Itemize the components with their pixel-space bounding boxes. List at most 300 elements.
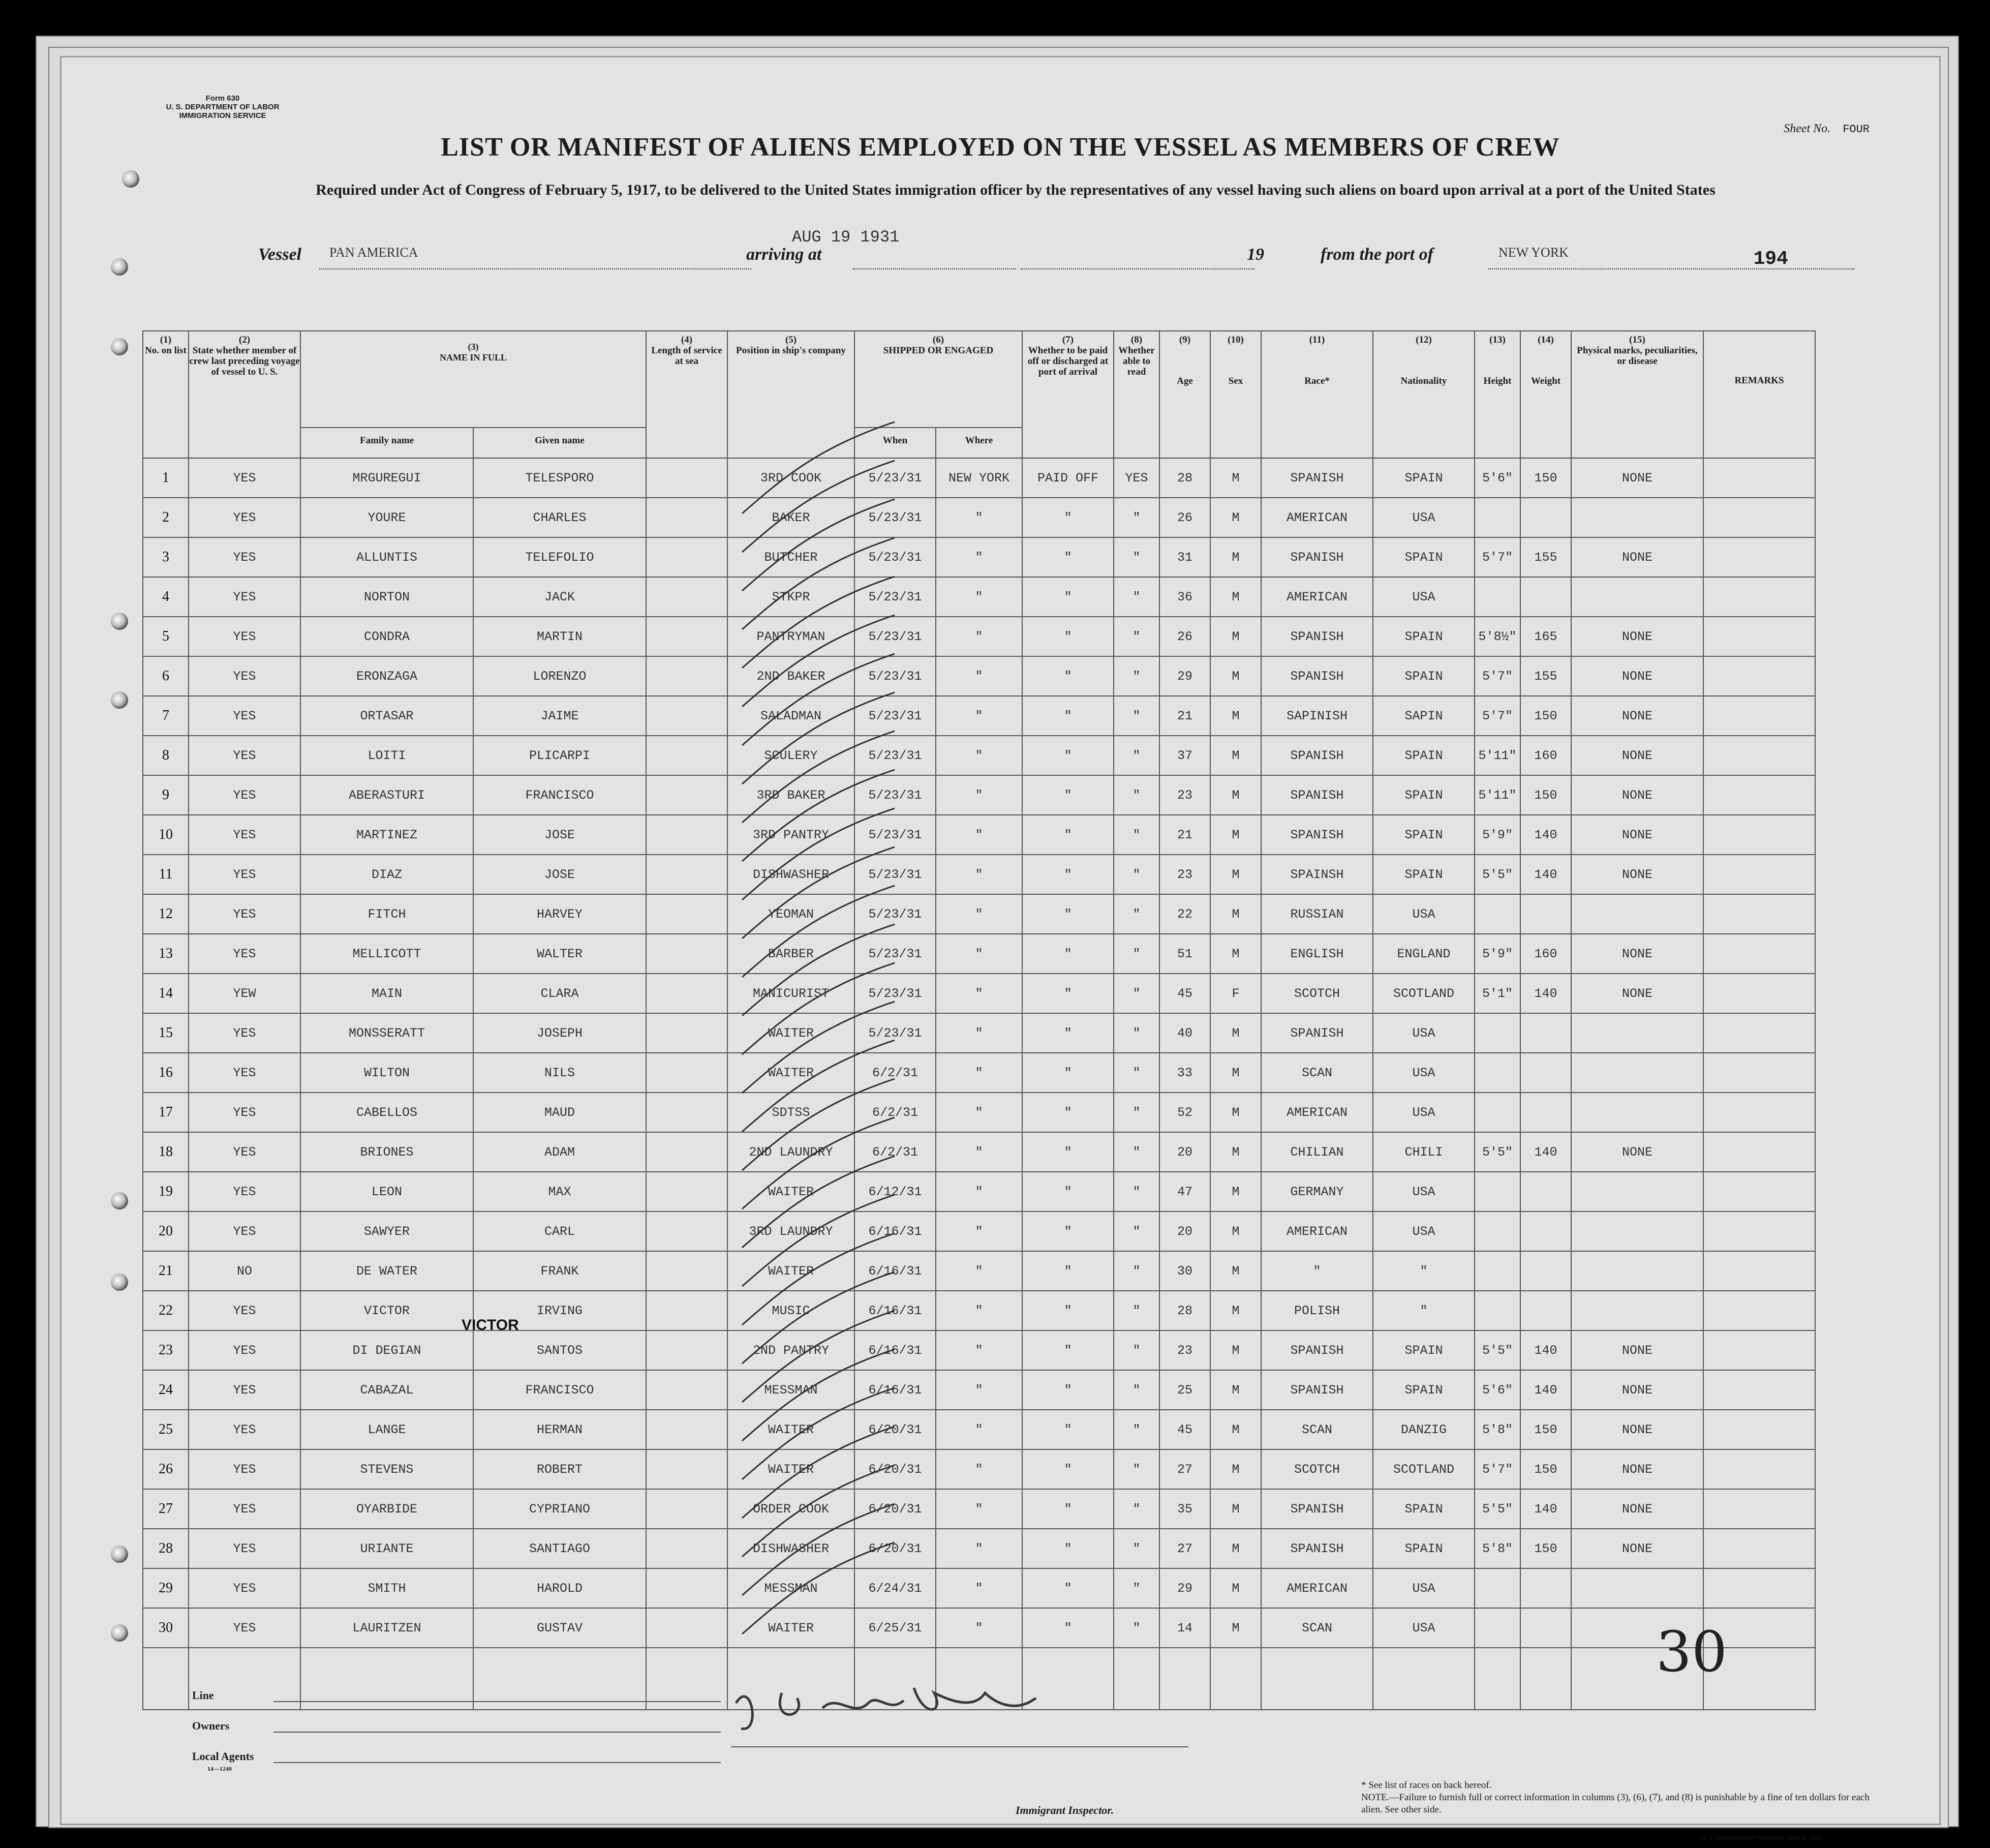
penalty-note: NOTE.—Failure to furnish full or correct information in columns (3), (6), (7), and (8) is punishable by a fine of ten dollars for each alien. See other side. [1361, 1792, 1870, 1815]
cell-family-name: OYARBIDE [300, 1489, 473, 1529]
cell-shipped-where: " [936, 1211, 1022, 1251]
date-stamp: AUG 19 1931 [792, 228, 900, 247]
cell-weight: 140 [1520, 1132, 1571, 1172]
cell-height [1475, 1053, 1520, 1093]
cell-shipped-when: 6/2/31 [854, 1093, 936, 1132]
service: IMMIGRATION SERVICE [179, 111, 266, 120]
cell-blank [1475, 1648, 1520, 1710]
cell-length-of-service [646, 1608, 727, 1648]
cell-sex: F [1210, 974, 1261, 1013]
page-subtitle: Required under Act of Congress of February 5, 1917, to be delivered to the United States immigration officer by the representatives of any vessel having such aliens on board upon arrival at a port of the United States [316, 181, 1716, 198]
cell-able-to-read: " [1114, 894, 1159, 934]
cell-weight: 160 [1520, 934, 1571, 974]
cell-given-name: HAROLD [473, 1568, 646, 1608]
cell-physical-marks: NONE [1571, 815, 1703, 855]
cell-height: 5'5" [1475, 1132, 1520, 1172]
table-row [143, 1608, 1815, 1648]
cell-able-to-read: " [1114, 1251, 1159, 1291]
cell-given-name: HARVEY [473, 894, 646, 934]
col-header-given: Given name [473, 428, 646, 458]
cell-remarks [1703, 1529, 1815, 1568]
cell-nationality: SPAIN [1373, 775, 1475, 815]
cell-position: STKPR [727, 577, 854, 617]
cell-given-name: GUSTAV [473, 1608, 646, 1648]
cell-no: 13 [143, 934, 189, 974]
cell-paid-off: " [1022, 1132, 1114, 1172]
cell-given-name: FRANK [473, 1251, 646, 1291]
cell-shipped-when: 5/23/31 [854, 498, 936, 537]
cell-given-name: MARTIN [473, 617, 646, 656]
cell-sex: M [1210, 1410, 1261, 1449]
cell-weight: 140 [1520, 974, 1571, 1013]
cell-length-of-service [646, 1251, 727, 1291]
cell-remarks [1703, 537, 1815, 577]
cell-paid-off: " [1022, 974, 1114, 1013]
cell-physical-marks: NONE [1571, 974, 1703, 1013]
cell-race: AMERICAN [1261, 498, 1373, 537]
cell-sex: M [1210, 1568, 1261, 1608]
cell-age: 36 [1159, 577, 1210, 617]
cell-family-name: BRIONES [300, 1132, 473, 1172]
cell-length-of-service [646, 736, 727, 775]
cell-able-to-read: " [1114, 1291, 1159, 1330]
cell-race: AMERICAN [1261, 1568, 1373, 1608]
cell-sex: M [1210, 617, 1261, 656]
cell-height [1475, 577, 1520, 617]
cell-position: 2ND LAUNDRY [727, 1132, 854, 1172]
cell-family-name: MONSSERATT [300, 1013, 473, 1053]
cell-race: SPANISH [1261, 1529, 1373, 1568]
vessel-line [258, 245, 1885, 276]
cell-remarks [1703, 577, 1815, 617]
cell-age: 22 [1159, 894, 1210, 934]
cell-remarks [1703, 934, 1815, 974]
cell-family-name: CONDRA [300, 617, 473, 656]
cell-age: 31 [1159, 537, 1210, 577]
cell-member: YES [189, 577, 300, 617]
cell-shipped-when: 5/23/31 [854, 815, 936, 855]
cell-height: 5'9" [1475, 815, 1520, 855]
cell-sex: M [1210, 537, 1261, 577]
inspector-label: Immigrant Inspector. [1016, 1804, 1114, 1816]
col-header-length: (4) Length of service at sea [646, 331, 727, 458]
cell-remarks [1703, 815, 1815, 855]
cell-shipped-when: 5/23/31 [854, 617, 936, 656]
cell-nationality: USA [1373, 1211, 1475, 1251]
table-row [143, 1132, 1815, 1172]
cell-nationality: SPAIN [1373, 537, 1475, 577]
cell-remarks [1703, 855, 1815, 894]
col-header-read: (8) Whether able to read [1114, 331, 1159, 458]
cell-family-name: WILTON [300, 1053, 473, 1093]
binder-hole [111, 258, 128, 276]
cell-shipped-where: " [936, 1568, 1022, 1608]
cell-length-of-service [646, 855, 727, 894]
cell-weight [1520, 1093, 1571, 1132]
cell-shipped-where: " [936, 974, 1022, 1013]
cell-family-name: MELLICOTT [300, 934, 473, 974]
cell-given-name: TELESPORO [473, 458, 646, 498]
cell-blank [1210, 1648, 1261, 1710]
cell-height [1475, 1093, 1520, 1132]
cell-remarks [1703, 1251, 1815, 1291]
cell-length-of-service [646, 577, 727, 617]
cell-height [1475, 1568, 1520, 1608]
cell-sex: M [1210, 1370, 1261, 1410]
table-row [143, 1291, 1815, 1330]
cell-position: DISHWASHER [727, 1529, 854, 1568]
cell-height: 5'7" [1475, 1449, 1520, 1489]
cell-age: 27 [1159, 1449, 1210, 1489]
cell-physical-marks [1571, 894, 1703, 934]
cell-paid-off: " [1022, 815, 1114, 855]
cell-height [1475, 498, 1520, 537]
cell-able-to-read: " [1114, 537, 1159, 577]
col-header-nationality: (12) Nationality [1373, 331, 1475, 458]
cell-family-name: LANGE [300, 1410, 473, 1449]
cell-nationality: USA [1373, 1013, 1475, 1053]
cell-shipped-where: " [936, 617, 1022, 656]
binder-hole [111, 1274, 128, 1291]
cell-length-of-service [646, 1370, 727, 1410]
cell-weight: 150 [1520, 775, 1571, 815]
cell-physical-marks: NONE [1571, 458, 1703, 498]
cell-remarks [1703, 1013, 1815, 1053]
cell-able-to-read: " [1114, 775, 1159, 815]
cell-physical-marks: NONE [1571, 537, 1703, 577]
cell-remarks [1703, 498, 1815, 537]
cell-member: YES [189, 617, 300, 656]
cell-no: 1 [143, 458, 189, 498]
cell-physical-marks: NONE [1571, 855, 1703, 894]
cell-paid-off: " [1022, 1291, 1114, 1330]
cell-race: SPANISH [1261, 815, 1373, 855]
cell-able-to-read: " [1114, 617, 1159, 656]
cell-sex: M [1210, 1291, 1261, 1330]
cell-remarks [1703, 1172, 1815, 1211]
cell-member: YES [189, 696, 300, 736]
cell-age: 20 [1159, 1132, 1210, 1172]
form-number: Form 630 [205, 94, 240, 103]
cell-shipped-when: 6/20/31 [854, 1410, 936, 1449]
cell-position: BAKER [727, 498, 854, 537]
cell-physical-marks [1571, 577, 1703, 617]
cell-given-name: CHARLES [473, 498, 646, 537]
cell-family-name: DE WATER [300, 1251, 473, 1291]
table-row [143, 815, 1815, 855]
agents-label: Local Agents [192, 1750, 254, 1763]
cell-no: 12 [143, 894, 189, 934]
cell-family-name: STEVENS [300, 1449, 473, 1489]
cell-given-name: LORENZO [473, 656, 646, 696]
cell-nationality: " [1373, 1251, 1475, 1291]
cell-remarks [1703, 1410, 1815, 1449]
cell-length-of-service [646, 1172, 727, 1211]
cell-no: 11 [143, 855, 189, 894]
cell-no: 21 [143, 1251, 189, 1291]
cell-member: YES [189, 1529, 300, 1568]
cell-sex: M [1210, 498, 1261, 537]
cell-length-of-service [646, 1132, 727, 1172]
cell-given-name: CYPRIANO [473, 1489, 646, 1529]
cell-weight: 140 [1520, 1489, 1571, 1529]
cell-sex: M [1210, 1330, 1261, 1370]
cell-family-name: SMITH [300, 1568, 473, 1608]
cell-able-to-read: " [1114, 1449, 1159, 1489]
col-header-position: (5) Position in ship's company [727, 331, 854, 458]
cell-physical-marks [1571, 1251, 1703, 1291]
cell-paid-off: " [1022, 1251, 1114, 1291]
cell-shipped-when: 6/24/31 [854, 1568, 936, 1608]
table-row [143, 1251, 1815, 1291]
cell-remarks [1703, 1489, 1815, 1529]
cell-no: 4 [143, 577, 189, 617]
cell-position: SDTSS [727, 1093, 854, 1132]
cell-able-to-read: " [1114, 1608, 1159, 1648]
col-header-name: (3) NAME IN FULL [300, 331, 646, 428]
cell-position: SALADMAN [727, 696, 854, 736]
cell-position: MUSIC [727, 1291, 854, 1330]
cell-shipped-where: " [936, 1410, 1022, 1449]
cell-shipped-when: 5/23/31 [854, 656, 936, 696]
cell-shipped-when: 6/16/31 [854, 1211, 936, 1251]
cell-shipped-where: " [936, 775, 1022, 815]
cell-no: 19 [143, 1172, 189, 1211]
cell-member: YES [189, 775, 300, 815]
cell-physical-marks [1571, 1568, 1703, 1608]
cell-able-to-read: " [1114, 855, 1159, 894]
cell-position: WAITER [727, 1608, 854, 1648]
cell-blank [646, 1648, 727, 1710]
department: U. S. DEPARTMENT OF LABOR [166, 103, 280, 111]
cell-shipped-where: " [936, 577, 1022, 617]
cell-weight: 150 [1520, 1449, 1571, 1489]
cell-race: SPANISH [1261, 1489, 1373, 1529]
cell-shipped-where: " [936, 815, 1022, 855]
cell-height: 5'7" [1475, 537, 1520, 577]
cell-sex: M [1210, 815, 1261, 855]
cell-sex: M [1210, 775, 1261, 815]
table-row [143, 775, 1815, 815]
cell-height: 5'6" [1475, 458, 1520, 498]
cell-race: SPANISH [1261, 736, 1373, 775]
cell-remarks [1703, 1291, 1815, 1330]
cell-length-of-service [646, 617, 727, 656]
cell-nationality: SAPIN [1373, 696, 1475, 736]
cell-given-name: MAX [473, 1172, 646, 1211]
cell-position: MANICURIST [727, 974, 854, 1013]
cell-family-name: MAIN [300, 974, 473, 1013]
cell-race: SPANISH [1261, 1013, 1373, 1053]
cell-shipped-when: 5/23/31 [854, 894, 936, 934]
cell-sex: M [1210, 1449, 1261, 1489]
cell-member: YES [189, 815, 300, 855]
cell-physical-marks: NONE [1571, 736, 1703, 775]
cell-race: AMERICAN [1261, 1211, 1373, 1251]
cell-no: 25 [143, 1410, 189, 1449]
cell-weight: 165 [1520, 617, 1571, 656]
line-label: Line [192, 1689, 214, 1702]
cell-weight [1520, 577, 1571, 617]
cell-position: 2ND BAKER [727, 656, 854, 696]
form-identifier [157, 94, 289, 120]
cell-shipped-where: " [936, 1370, 1022, 1410]
cell-family-name: NORTON [300, 577, 473, 617]
cell-member: YES [189, 498, 300, 537]
binder-hole [111, 691, 128, 709]
cell-age: 23 [1159, 855, 1210, 894]
cell-physical-marks: NONE [1571, 1330, 1703, 1370]
cell-no: 16 [143, 1053, 189, 1093]
cell-age: 26 [1159, 498, 1210, 537]
cell-paid-off: " [1022, 1211, 1114, 1251]
cell-nationality: SPAIN [1373, 1529, 1475, 1568]
cell-member: YES [189, 1132, 300, 1172]
cell-able-to-read: " [1114, 1172, 1159, 1211]
inspector-line [731, 1746, 1188, 1747]
cell-paid-off: " [1022, 537, 1114, 577]
cell-family-name: DIAZ [300, 855, 473, 894]
table-row [143, 458, 1815, 498]
cell-able-to-read: " [1114, 1330, 1159, 1370]
cell-position: WAITER [727, 1251, 854, 1291]
cell-shipped-where: " [936, 736, 1022, 775]
cell-length-of-service [646, 775, 727, 815]
cell-paid-off: " [1022, 656, 1114, 696]
cell-weight: 150 [1520, 458, 1571, 498]
cell-shipped-when: 5/23/31 [854, 974, 936, 1013]
cell-paid-off: " [1022, 1489, 1114, 1529]
cell-family-name: ABERASTURI [300, 775, 473, 815]
cell-nationality: SCOTLAND [1373, 974, 1475, 1013]
cell-weight: 155 [1520, 656, 1571, 696]
cell-remarks [1703, 458, 1815, 498]
col-header-when: When [854, 428, 936, 458]
cell-weight [1520, 498, 1571, 537]
cell-family-name: MARTINEZ [300, 815, 473, 855]
cell-position: BARBER [727, 934, 854, 974]
cell-length-of-service [646, 458, 727, 498]
cell-length-of-service [646, 1449, 727, 1489]
cell-member: YES [189, 1093, 300, 1132]
cell-length-of-service [646, 696, 727, 736]
cell-height [1475, 1608, 1520, 1648]
cell-shipped-when: 6/25/31 [854, 1608, 936, 1648]
cell-shipped-where: " [936, 855, 1022, 894]
cell-no: 5 [143, 617, 189, 656]
table-row [143, 934, 1815, 974]
cell-family-name: LAURITZEN [300, 1608, 473, 1648]
cell-paid-off: " [1022, 1529, 1114, 1568]
owners-field [273, 1732, 721, 1733]
cell-nationality: DANZIG [1373, 1410, 1475, 1449]
col-header-paid: (7) Whether to be paid off or discharged at port of arrival [1022, 331, 1114, 458]
cell-position: MESSMAN [727, 1370, 854, 1410]
cell-shipped-where: NEW YORK [936, 458, 1022, 498]
inspector-signature [721, 1673, 1077, 1744]
cell-length-of-service [646, 974, 727, 1013]
cell-position: BUTCHER [727, 537, 854, 577]
cell-height [1475, 894, 1520, 934]
cell-no: 27 [143, 1489, 189, 1529]
cell-age: 29 [1159, 1568, 1210, 1608]
cell-paid-off: " [1022, 894, 1114, 934]
cell-nationality: SPAIN [1373, 1370, 1475, 1410]
cell-length-of-service [646, 1410, 727, 1449]
cell-nationality: SPAIN [1373, 1330, 1475, 1370]
cell-blank [473, 1648, 646, 1710]
cell-able-to-read: " [1114, 736, 1159, 775]
page-number: 194 [1753, 248, 1788, 270]
cell-weight: 160 [1520, 736, 1571, 775]
cell-member: YES [189, 1489, 300, 1529]
cell-nationality: USA [1373, 894, 1475, 934]
cell-sex: M [1210, 696, 1261, 736]
cell-paid-off: " [1022, 1330, 1114, 1370]
cell-physical-marks: NONE [1571, 656, 1703, 696]
cell-length-of-service [646, 934, 727, 974]
table-row [143, 1370, 1815, 1410]
cell-position: DISHWASHER [727, 855, 854, 894]
cell-physical-marks [1571, 1291, 1703, 1330]
cell-no: 18 [143, 1132, 189, 1172]
cell-member: YES [189, 1449, 300, 1489]
table-row [143, 855, 1815, 894]
cell-member: YES [189, 1211, 300, 1251]
cell-physical-marks [1571, 1053, 1703, 1093]
cell-sex: M [1210, 1013, 1261, 1053]
cell-shipped-when: 5/23/31 [854, 458, 936, 498]
table-row [143, 1053, 1815, 1093]
cell-shipped-when: 6/12/31 [854, 1172, 936, 1211]
line-field [273, 1701, 721, 1702]
cell-height [1475, 1291, 1520, 1330]
table-row [143, 1172, 1815, 1211]
binder-hole [111, 613, 128, 630]
cell-able-to-read: " [1114, 1410, 1159, 1449]
cell-shipped-when: 5/23/31 [854, 537, 936, 577]
cell-nationality: USA [1373, 1053, 1475, 1093]
cell-able-to-read: " [1114, 1529, 1159, 1568]
crew-manifest-table [142, 330, 1816, 1710]
cell-able-to-read: " [1114, 1370, 1159, 1410]
cell-length-of-service [646, 537, 727, 577]
cell-shipped-where: " [936, 1608, 1022, 1648]
cell-remarks [1703, 1093, 1815, 1132]
cell-length-of-service [646, 1489, 727, 1529]
cell-nationality: SPAIN [1373, 458, 1475, 498]
cell-nationality: USA [1373, 1093, 1475, 1132]
cell-height: 5'1" [1475, 974, 1520, 1013]
cell-shipped-where: " [936, 1449, 1022, 1489]
cell-length-of-service [646, 815, 727, 855]
cell-height: 5'5" [1475, 1489, 1520, 1529]
handwritten-tally: 30 [1656, 1619, 1727, 1684]
cell-shipped-when: 6/20/31 [854, 1449, 936, 1489]
cell-weight [1520, 1172, 1571, 1211]
cell-race: SPAINSH [1261, 855, 1373, 894]
cell-sex: M [1210, 894, 1261, 934]
sheet-number-value: FOUR [1843, 123, 1870, 136]
cell-remarks [1703, 736, 1815, 775]
cell-race: SAPINISH [1261, 696, 1373, 736]
vessel-label: Vessel [258, 245, 301, 264]
cell-shipped-when: 5/23/31 [854, 934, 936, 974]
cell-age: 23 [1159, 1330, 1210, 1370]
col-header-where: Where [936, 428, 1022, 458]
cell-given-name: ROBERT [473, 1449, 646, 1489]
cell-given-name: NILS [473, 1053, 646, 1093]
